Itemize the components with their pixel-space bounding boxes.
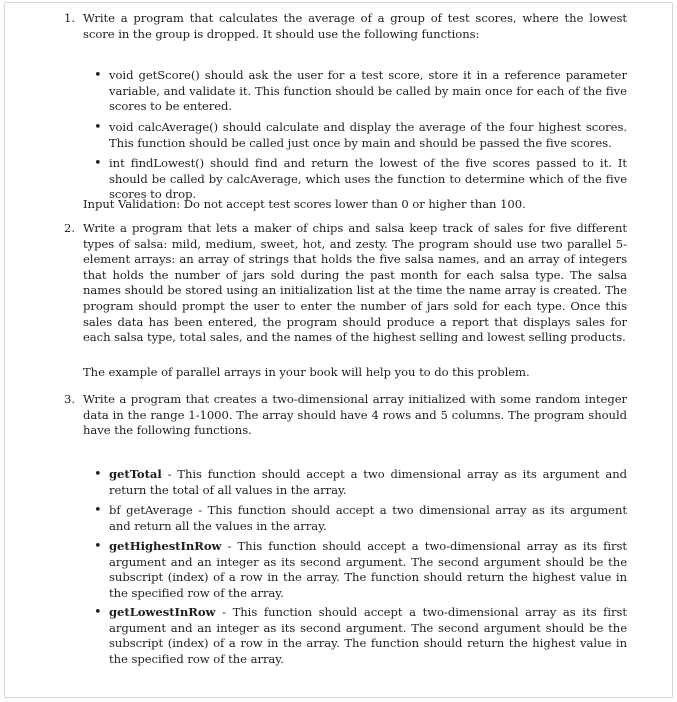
function-getaverage bbox=[109, 503, 627, 534]
parallel-arrays-note: The example of parallel arrays in your book will help you to do this problem. bbox=[83, 365, 530, 379]
function-description: - This function should accept a two-dimensional array as its first argument and an integer as its second argument. The second argument should be the subscript (index) of a row in the array. The function should return the highest value in the specified row of the array. bbox=[109, 605, 627, 666]
function-name: getHighestInRow bbox=[109, 539, 222, 553]
function-name: getTotal bbox=[109, 467, 162, 481]
bullet-text: int findLowest() should find and return the lowest of the five scores passed to it. It should be called by calcAverage, which uses the function to determine which of the five scores to drop. bbox=[109, 156, 627, 202]
function-description: - This function should accept a two dimensional array as its argument and return the total of all values in the array. bbox=[109, 467, 627, 497]
bullet-icon: • bbox=[94, 539, 102, 554]
problem-text: Write a program that calculates the average of a group of test scores, where the lowest score in the group is dropped. It should use the following functions: bbox=[83, 11, 627, 41]
problem-number: 2. bbox=[64, 221, 76, 235]
function-gettotal bbox=[109, 467, 627, 498]
bullet-icon: • bbox=[94, 605, 102, 620]
bullet-icon: • bbox=[94, 120, 102, 135]
document-page bbox=[4, 2, 673, 698]
input-validation-note: Input Validation: Do not accept test scores lower than 0 or higher than 100. bbox=[83, 197, 526, 211]
bullet-text: void getScore() should ask the user for a test score, store it in a reference parameter variable, and validate it. This function should be called by main once for each of the five scores to be entered. bbox=[109, 68, 627, 114]
bullet-icon: • bbox=[94, 467, 102, 482]
function-gethighestinrow bbox=[109, 539, 627, 601]
bullet-icon: • bbox=[94, 156, 102, 171]
problem-number: 1. bbox=[64, 11, 76, 25]
problem-number: 3. bbox=[64, 392, 76, 406]
bullet-icon: • bbox=[94, 68, 102, 83]
function-name: getLowestInRow bbox=[109, 605, 216, 619]
problem-text: Write a program that creates a two-dimensional array initialized with some random integer data in the range 1-1000. The array should have 4 rows and 5 columns. The program should have the following functions. bbox=[83, 392, 627, 438]
bullet-text: void calcAverage() should calculate and display the average of the four highest scores. This function should be called just once by main and should be passed the five scores. bbox=[109, 120, 627, 150]
function-description: bf getAverage - This function should accept a two dimensional array as its argument and return all the values in the array. bbox=[109, 503, 627, 533]
problem-text: Write a program that lets a maker of chips and salsa keep track of sales for five different types of salsa: mild, medium, sweet, hot, and zesty. The program should use two parallel 5-element arrays: an array of strings that holds the five salsa names, and an array of integers that holds the number of jars sold during the past month for each salsa type. The salsa names should be stored using an initialization list at the time the name array is created. The program should prompt the user to enter the number of jars sold for each type. Once this sales data has been entered, the program should produce a report that displays sales for each salsa type, total sales, and the names of the highest selling and lowest selling products. bbox=[83, 221, 627, 345]
bullet-icon: • bbox=[94, 503, 102, 518]
function-getlowestinrow bbox=[109, 605, 627, 667]
function-description: - This function should accept a two-dimensional array as its first argument and an integer as its second argument. The second argument should be the subscript (index) of a row in the array. The function should return the highest value in the specified row of the array. bbox=[109, 539, 627, 600]
